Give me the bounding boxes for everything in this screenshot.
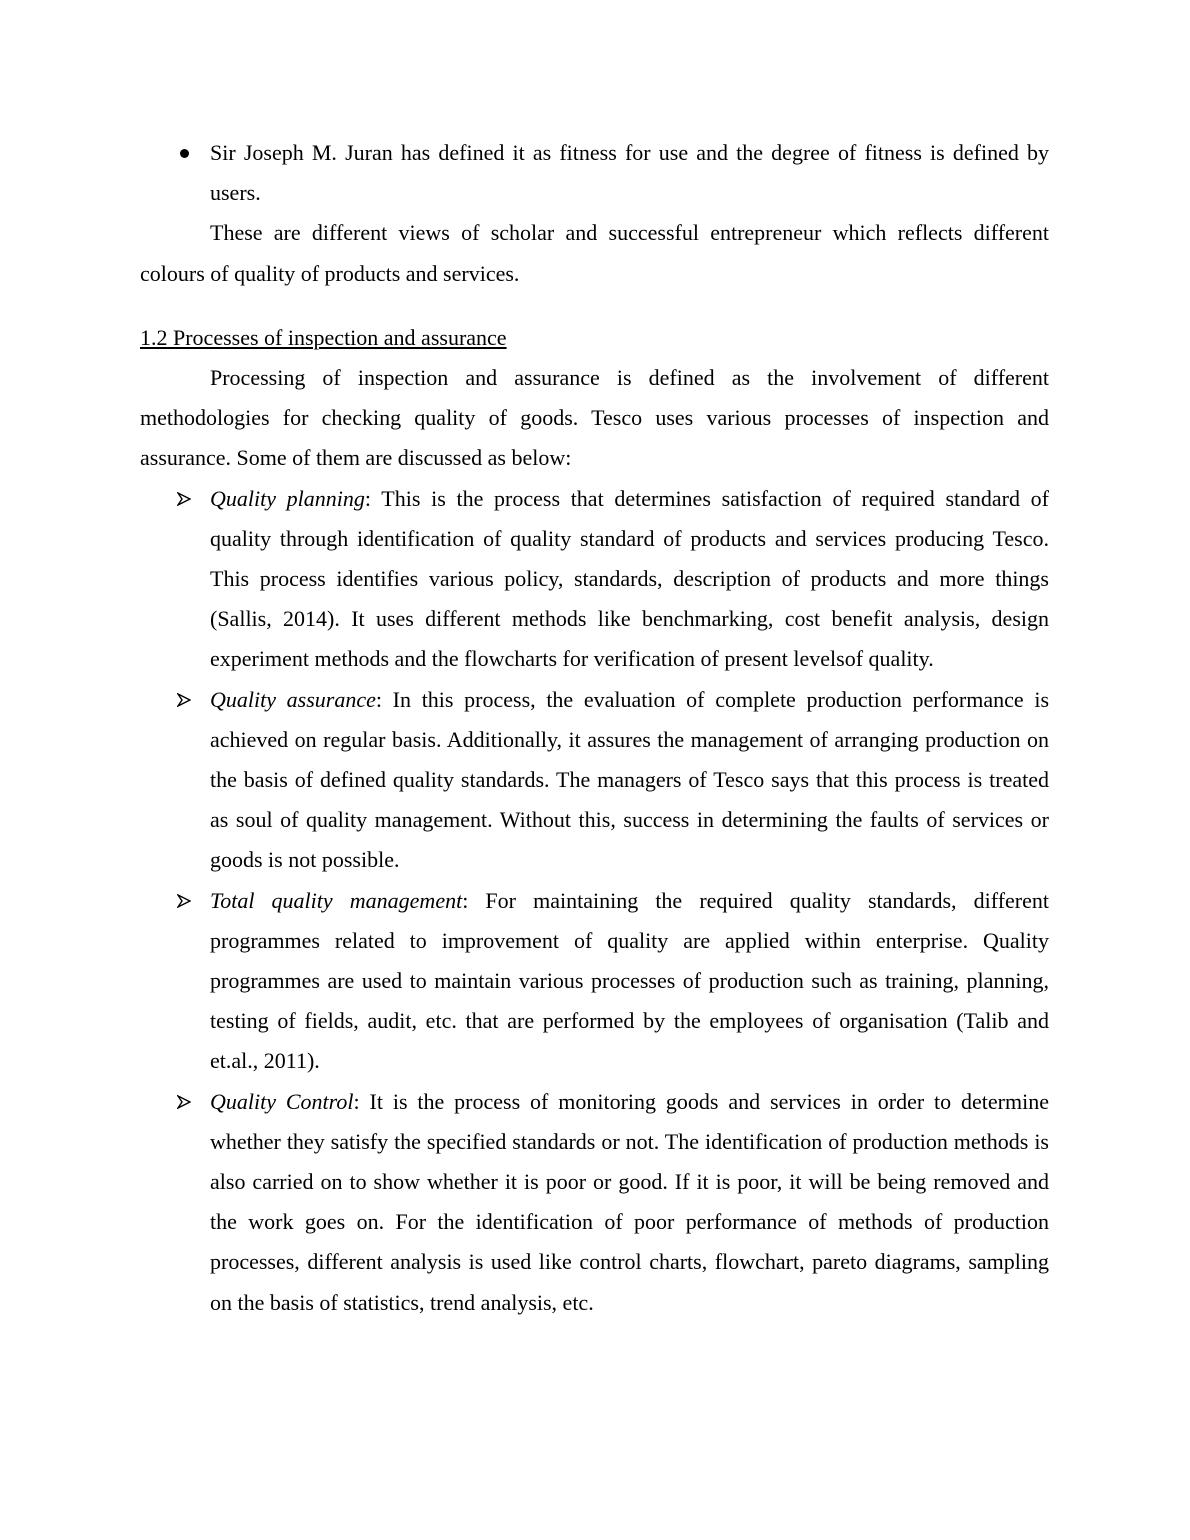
arrow-bullet-icon (174, 680, 194, 720)
list-item (140, 479, 1049, 680)
list-item-term: Quality assurance (210, 686, 376, 712)
list-item-term: Quality Control (210, 1088, 354, 1114)
list-item-description: : For maintaining the required quality standards, different programmes related to improvement of quality are applied within enterprise. Quality programmes are used to maintain various processes of production such as training, planning, testing of fields, audit, etc. that are performed by the employees of organisation (Talib and et.al., 2011). (210, 887, 1049, 1074)
intro-bullet-item (140, 133, 1049, 213)
list-item-text (210, 881, 1049, 1082)
list-item-description: : In this process, the evaluation of complete production performance is achieved on regular basis. Additionally, it assures the management of arranging production on the basis of defined quality standards. The managers of Tesco says that this process is treated as soul of quality management. Without this, success in determining the faults of services or goods is not possible. (210, 686, 1050, 873)
views-paragraph: These are different views of scholar and successful entrepreneur which reflects different colours of quality of products and services. (140, 220, 1049, 286)
list-item-text (210, 479, 1049, 680)
list-item (140, 881, 1049, 1082)
section-heading: 1.2 Processes of inspection and assurance (140, 324, 507, 350)
list-item-text (210, 680, 1049, 881)
list-item-term: Quality planning (210, 485, 365, 511)
list-item-description: : It is the process of monitoring goods and services in order to determine whether they satisfy the specified standards or not. The identification of production methods is also carried on to show whether it is poor or good. If it is poor, it will be being removed and the work goes on. For the identification of poor performance of methods of production processes, different analysis is used like control charts, flowchart, pareto diagrams, sampling on the basis of statistics, trend analysis, etc. (210, 1088, 1049, 1315)
intro-bullet-text: Sir Joseph M. Juran has defined it as fitness for use and the degree of fitness is defined by users. (210, 140, 1049, 206)
list-item-description: : This is the process that determines satisfaction of required standard of quality through identification of quality standard of products and services producing Tesco. This process identifies various policy, standards, description of products and more things (Sallis, 2014). It uses different methods like benchmarking, cost benefit analysis, design experiment methods and the flowcharts for verification of present levelsof quality. (210, 485, 1049, 672)
arrow-bullet-icon (174, 479, 194, 519)
document-page (140, 133, 1049, 1323)
list-item (140, 680, 1049, 881)
list-item (140, 1082, 1049, 1323)
list-item-term: Total quality management (210, 887, 463, 913)
arrow-bullet-icon (174, 1082, 194, 1122)
section-intro-paragraph: Processing of inspection and assurance is defined as the involvement of different methodologies for checking quality of goods. Tesco uses various processes of inspection and assurance. Some of them are discussed as below: (140, 365, 1049, 471)
list-item-text (210, 1082, 1049, 1323)
arrow-bullet-icon (174, 881, 194, 921)
bullet-dot-icon (174, 133, 194, 173)
